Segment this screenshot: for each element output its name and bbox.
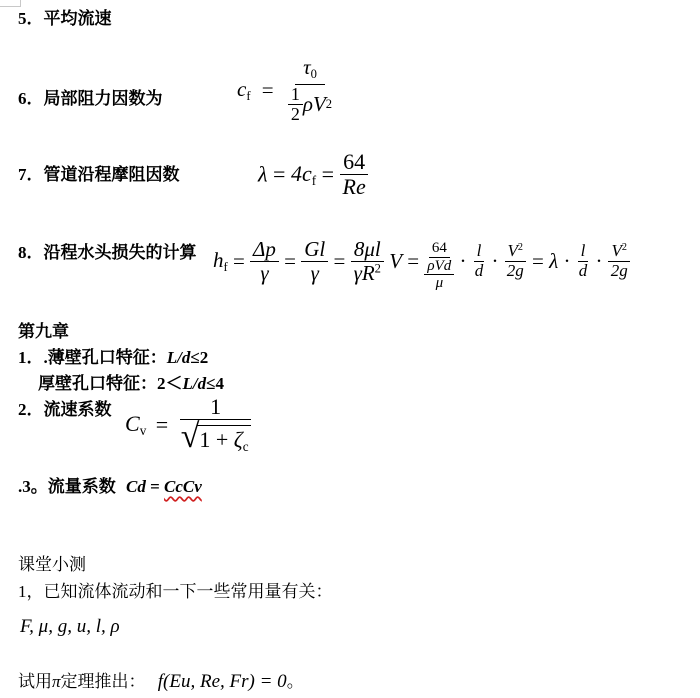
chapter-9-title: 第九章 [18,322,69,341]
chapter-9-item-1b: 厚壁孔口特征：2＜L/d≤4 [38,374,224,393]
chapter-9-item-1: 1．.薄壁孔口特征：L/d≤2 [18,348,209,367]
section-5-heading [18,4,112,29]
formula-lambda: $\lambda = 4c_f$ = $\frac{64}{Re}$ [258,150,369,199]
quiz-variables: F, μ, g, u, l, ρ [20,616,120,637]
quiz-title: 课堂小测 [18,555,86,574]
formula-hf: $h_f$ = $\frac{\Delta p}{\gamma}$ = $\frac{Gl}{\gamma}$ = $\frac{8\mu l}{\gamma R^2}$ V = 64 ρVd μ · $\frac{l}{d}$ · $\frac{V^2}{2g}$ = λ · $\frac{l}{d}$ · $\frac{V^2}{2g}$ [213,238,631,292]
chapter-9-item-3: .3。流量系数 Cd = CcCv [18,477,202,496]
formula-cf: $c_f$ = $\tau_0$ $\frac{1}{2}$ ρV 2 [237,55,333,125]
section-title: 管道沿程摩阻因数 [43,165,180,184]
spellcheck-flagged-text: CcCv [164,477,202,496]
section-8-heading [18,238,197,263]
section-title: 平均流速 [43,9,112,28]
chapter-9-item-2: 2．流速系数 [18,400,112,419]
section-7-heading [18,160,180,185]
section-title: 沿程水头损失的计算 [43,243,197,262]
section-number: 7． [18,165,44,184]
section-title: 局部阻力因数为 [43,89,163,108]
pi-symbol: π [52,672,61,691]
quiz-question-1: 1，已知流体流动和一下一些常用量有关： [18,582,333,601]
section-number: 5． [18,9,44,28]
formula-cv: $C_v$ = 1 √ $1 + \zeta_c$ [125,395,254,454]
section-6-heading [18,84,163,109]
section-number: 8． [18,243,44,262]
pi-theorem-result: f(Eu, Re, Fr) = 0 [157,671,287,692]
quiz-prompt: 试用π定理推出： f(Eu, Re, Fr) = 0。 [18,671,304,692]
section-number: 6． [18,89,44,108]
